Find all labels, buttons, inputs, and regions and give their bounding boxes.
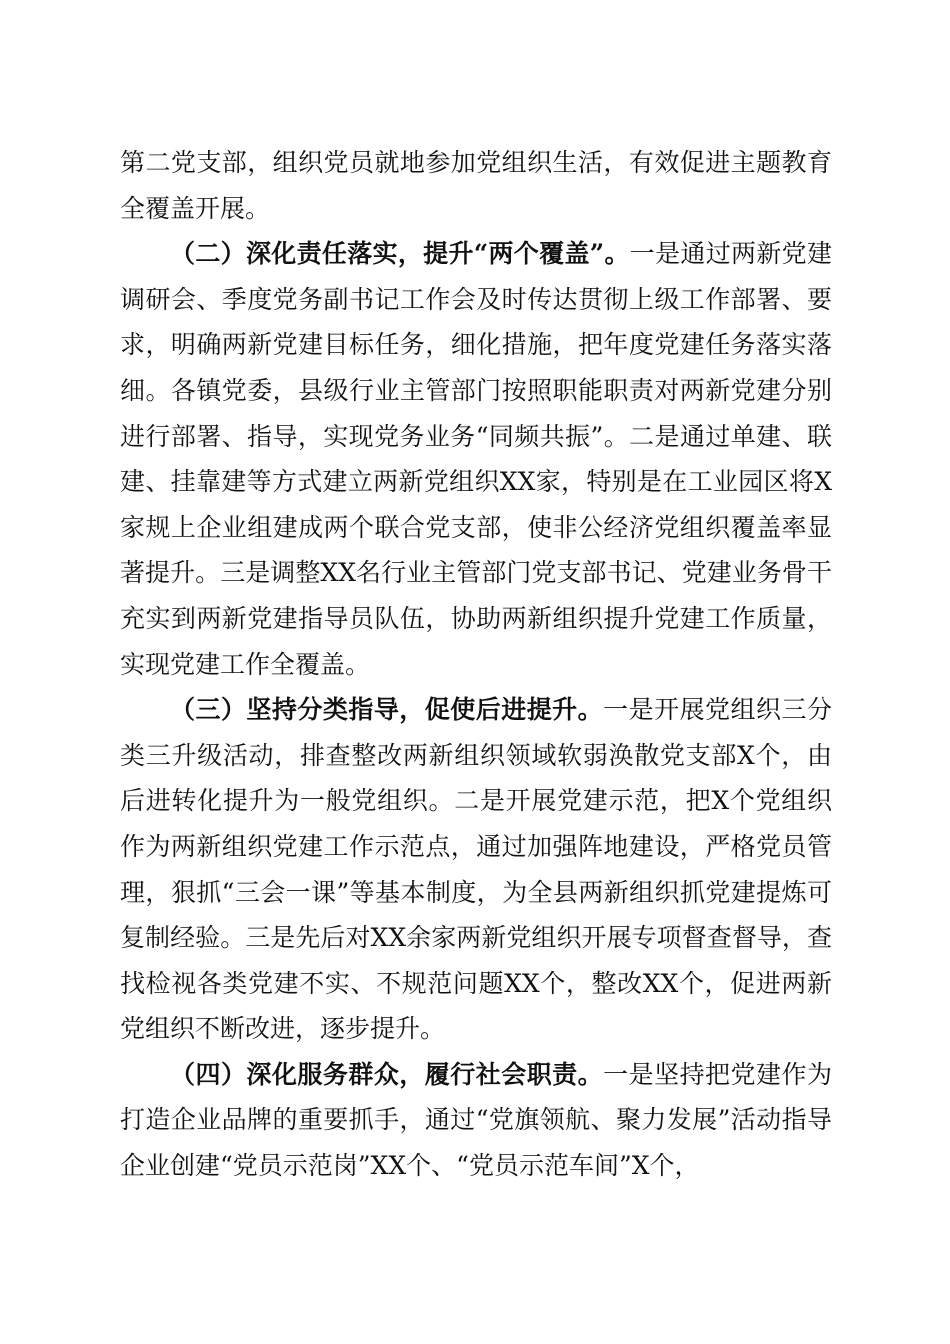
paragraph-text: 一是坚持把党建作为打造企业品牌的重要抓手，通过“党旗领航、聚力发展”活动指导企业创建“党员示范岗”XX个、“党员示范车间”X个， [120, 1059, 832, 1181]
paragraph-continuation [120, 140, 832, 231]
paragraph-text: 一是通过两新党建调研会、季度党务副书记工作会及时传达贯彻上级工作部署、要求，明确两新党建目标任务，细化措施，把年度党建任务落实落细。各镇党委，县级行业主管部门按照职能职责对两新党建分别进行部署、指导，实现党务业务“同频共振”。二是通过单建、联建、挂靠建等方式建立两新党组织XX家，特别是在工业园区将X家规上企业组建成两个联合党支部，使非公经济党组织覆盖率显著提升。三是调整XX名行业主管部门党支部书记、党建业务骨干充实到两新党建指导员队伍，协助两新组织提升党建工作质量，实现党建工作全覆盖。 [120, 239, 832, 679]
section-heading: （四）深化服务群众，履行社会职责。 [170, 1059, 604, 1089]
section-heading: （二）深化责任落实，提升“两个覆盖”。 [170, 239, 630, 269]
paragraph-text: 一是开展党组织三分类三升级活动，排查整改两新组织领域软弱涣散党支部X个，由后进转化提升为一般党组织。二是开展党建示范，把X个党组织作为两新组织党建工作示范点，通过加强阵地建设，严格党员管理，狠抓“三会一课”等基本制度，为全县两新组织抓党建提炼可复制经验。三是先后对XX余家两新党组织开展专项督查督导，查找检视各类党建不实、不规范问题XX个，整改XX个，促进两新党组织不断改进，逐步提升。 [120, 695, 832, 1044]
paragraph-section-4 [120, 1052, 832, 1189]
paragraph-section-3 [120, 687, 832, 1052]
paragraph-section-2 [120, 231, 832, 687]
paragraph-text: 第二党支部，组织党员就地参加党组织生活，有效促进主题教育全覆盖开展。 [120, 148, 832, 223]
section-heading: （三）坚持分类指导，促使后进提升。 [170, 695, 604, 725]
document-body [120, 140, 832, 1189]
